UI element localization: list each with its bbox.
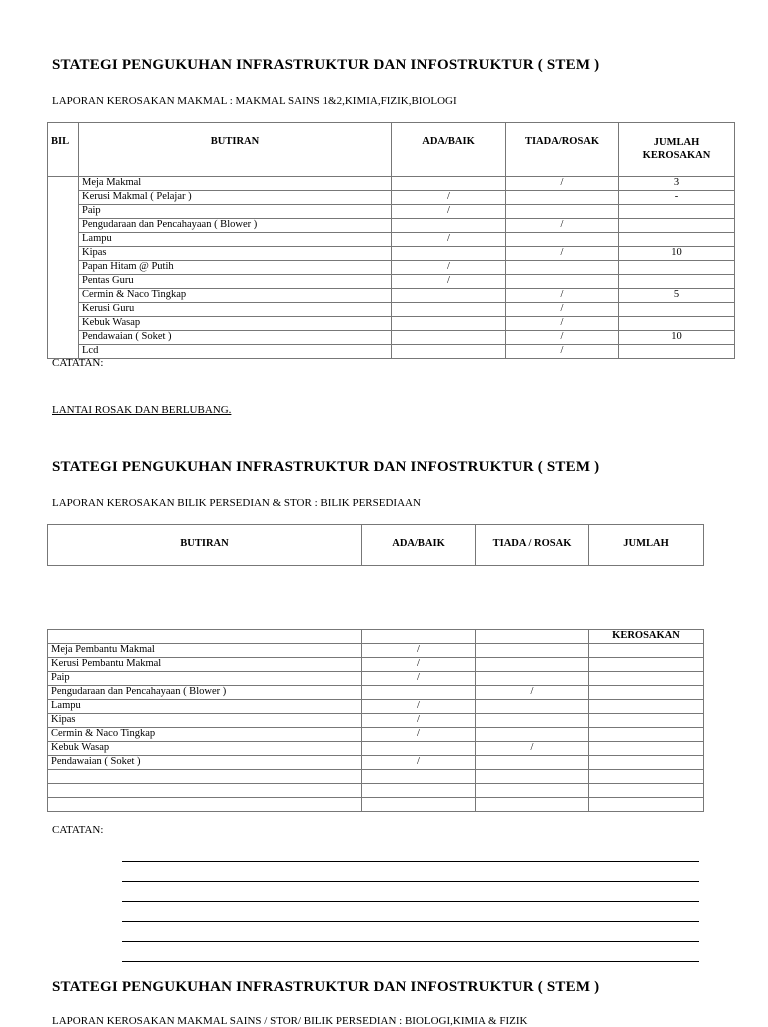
section3-subtitle: LAPORAN KEROSAKAN MAKMAL SAINS / STOR/ BILIK PERSEDIAN : BIOLOGI,KIMIA & FIZIK (52, 1015, 528, 1027)
cell-ada: / (362, 658, 476, 672)
cell-jumlah (619, 205, 735, 219)
cell-ada (392, 177, 506, 191)
cell-ada (392, 219, 506, 233)
cell-jumlah (589, 756, 704, 770)
header-ada-baik: ADA/BAIK (392, 123, 506, 177)
cell-ada: / (362, 714, 476, 728)
table-row (48, 233, 735, 247)
cell-tiada (506, 233, 619, 247)
cell-tiada (506, 261, 619, 275)
cell-tiada: / (506, 345, 619, 359)
cell-ada (392, 345, 506, 359)
cell-jumlah (589, 798, 704, 812)
cell-tiada (476, 714, 589, 728)
cell-butiran: Cermin & Naco Tingkap (48, 728, 362, 742)
cell-tiada (476, 784, 589, 798)
cell-butiran: Pendawaian ( Soket ) (48, 756, 362, 770)
cell-butiran: Pengudaraan dan Pencahayaan ( Blower ) (79, 219, 392, 233)
catatan-line (122, 921, 699, 922)
cell-ada: / (362, 644, 476, 658)
cell-ada (392, 303, 506, 317)
cell-tiada (476, 644, 589, 658)
cell-butiran: Paip (48, 672, 362, 686)
cell-ada: / (392, 205, 506, 219)
cell-butiran: Kerusi Guru (79, 303, 392, 317)
table-row (48, 658, 704, 672)
cell-butiran: Pentas Guru (79, 275, 392, 289)
section2-catatan-label: CATATAN: (52, 824, 104, 836)
cell-jumlah: 10 (619, 331, 735, 345)
section1-catatan-text: LANTAI ROSAK DAN BERLUBANG. (52, 404, 232, 416)
cell-tiada (506, 275, 619, 289)
cell-butiran: Lampu (48, 700, 362, 714)
cell-jumlah: 5 (619, 289, 735, 303)
cell-butiran (48, 784, 362, 798)
section1-table-body (48, 177, 735, 359)
header2-butiran: BUTIRAN (48, 525, 362, 566)
section1-table (47, 122, 735, 359)
cell-jumlah (589, 672, 704, 686)
cell-butiran (48, 798, 362, 812)
table-row (48, 219, 735, 233)
section3-title: STATEGI PENGUKUHAN INFRASTRUKTUR DAN INFOSTRUKTUR ( STEM ) (52, 979, 600, 995)
section2-subtitle: LAPORAN KEROSAKAN BILIK PERSEDIAN & STOR : BILIK PERSEDIAAN (52, 497, 421, 509)
cell-tiada: / (506, 247, 619, 261)
cell-tiada (506, 191, 619, 205)
cell-tiada (476, 658, 589, 672)
cell-tiada (476, 798, 589, 812)
cell-butiran: Kerusi Makmal ( Pelajar ) (79, 191, 392, 205)
header-tiada-rosak: TIADA/ROSAK (506, 123, 619, 177)
cell-jumlah (589, 644, 704, 658)
cell-ada: / (392, 233, 506, 247)
catatan-line (122, 941, 699, 942)
cell-jumlah (589, 728, 704, 742)
cell-ada (362, 784, 476, 798)
cell-jumlah: 3 (619, 177, 735, 191)
table-row (48, 177, 735, 191)
table-row (48, 205, 735, 219)
table-row (48, 303, 735, 317)
cell-tiada (476, 770, 589, 784)
cell-jumlah: - (619, 191, 735, 205)
table-row (48, 345, 735, 359)
cell-tiada (476, 700, 589, 714)
table-row (48, 289, 735, 303)
cell-jumlah: 10 (619, 247, 735, 261)
section1-subtitle: LAPORAN KEROSAKAN MAKMAL : MAKMAL SAINS 1&2,KIMIA,FIZIK,BIOLOGI (52, 95, 457, 107)
table-row (48, 672, 704, 686)
table-row (48, 644, 704, 658)
table-row (48, 331, 735, 345)
table-row (48, 700, 704, 714)
cell-ada (392, 331, 506, 345)
cell-jumlah (589, 686, 704, 700)
header-jumlah-kerosakan: JUMLAH KEROSAKAN (619, 123, 735, 177)
section2-title: STATEGI PENGUKUHAN INFRASTRUKTUR DAN INFOSTRUKTUR ( STEM ) (52, 459, 600, 475)
cell-tiada: / (506, 303, 619, 317)
cell-tiada (476, 728, 589, 742)
cell-tiada: / (506, 289, 619, 303)
header-bil: BIL (48, 123, 79, 177)
bil-cell (48, 177, 79, 359)
cell-jumlah (589, 658, 704, 672)
table-row (48, 686, 704, 700)
section1-title: STATEGI PENGUKUHAN INFRASTRUKTUR DAN INFOSTRUKTUR ( STEM ) (52, 57, 600, 73)
section2-table (47, 629, 704, 812)
cell-ada: / (362, 756, 476, 770)
cell-jumlah (589, 784, 704, 798)
cell-jumlah (589, 700, 704, 714)
cell-tiada (476, 756, 589, 770)
table-row (48, 275, 735, 289)
table-row (48, 756, 704, 770)
cell-butiran: Lampu (79, 233, 392, 247)
header-butiran: BUTIRAN (79, 123, 392, 177)
cell-butiran: Kebuk Wasap (48, 742, 362, 756)
table-row (48, 261, 735, 275)
catatan-line (122, 861, 699, 862)
table-row (48, 728, 704, 742)
cell-butiran: Pengudaraan dan Pencahayaan ( Blower ) (48, 686, 362, 700)
cell-tiada (476, 672, 589, 686)
table-row (48, 798, 704, 812)
cell-butiran: Kipas (79, 247, 392, 261)
cell-jumlah (619, 219, 735, 233)
cell-jumlah (619, 345, 735, 359)
section2-table-body (48, 630, 704, 812)
cell-tiada: / (506, 177, 619, 191)
cell-ada: / (362, 728, 476, 742)
cell-jumlah (619, 317, 735, 331)
table-row (48, 317, 735, 331)
cell-ada: / (392, 261, 506, 275)
cell-ada (392, 289, 506, 303)
catatan-line (122, 961, 699, 962)
cell-ada (362, 742, 476, 756)
cell-ada: / (362, 700, 476, 714)
cell-butiran (48, 770, 362, 784)
section2-header-table (47, 524, 704, 566)
cell-jumlah (589, 714, 704, 728)
cell-tiada: / (506, 317, 619, 331)
cell-jumlah (619, 233, 735, 247)
catatan-line (122, 881, 699, 882)
cell-ada (362, 798, 476, 812)
cell-ada (362, 770, 476, 784)
table-row (48, 247, 735, 261)
cell-butiran: Kerusi Pembantu Makmal (48, 658, 362, 672)
cell-tiada: / (506, 219, 619, 233)
cell-jumlah (619, 261, 735, 275)
cell-butiran: Papan Hitam @ Putih (79, 261, 392, 275)
table-row (48, 191, 735, 205)
header2-tiada-rosak: TIADA / ROSAK (476, 525, 589, 566)
cell-tiada: / (506, 331, 619, 345)
cell-butiran: Lcd (79, 345, 392, 359)
header2-ada-baik: ADA/BAIK (362, 525, 476, 566)
table-row (48, 742, 704, 756)
cell-tiada (506, 205, 619, 219)
cell-butiran: Kebuk Wasap (79, 317, 392, 331)
cell-butiran: Meja Makmal (79, 177, 392, 191)
cell-butiran: Cermin & Naco Tingkap (79, 289, 392, 303)
cell-ada: / (392, 275, 506, 289)
table-row (48, 714, 704, 728)
cell-tiada: / (476, 742, 589, 756)
catatan-line (122, 901, 699, 902)
table-row (48, 770, 704, 784)
cell-butiran: Pendawaian ( Soket ) (79, 331, 392, 345)
header2-jumlah: JUMLAH (589, 525, 704, 566)
cell-ada: / (392, 191, 506, 205)
cell-ada (392, 317, 506, 331)
cell-ada: / (362, 672, 476, 686)
cell-butiran: Meja Pembantu Makmal (48, 644, 362, 658)
header2-kerosakan: KEROSAKAN (589, 630, 704, 644)
section1-catatan-label: CATATAN: (52, 357, 104, 369)
cell-jumlah (589, 742, 704, 756)
cell-jumlah (619, 275, 735, 289)
cell-butiran: Kipas (48, 714, 362, 728)
cell-butiran: Paip (79, 205, 392, 219)
cell-ada (392, 247, 506, 261)
cell-jumlah (589, 770, 704, 784)
cell-ada (362, 686, 476, 700)
table-row (48, 784, 704, 798)
cell-tiada: / (476, 686, 589, 700)
cell-jumlah (619, 303, 735, 317)
